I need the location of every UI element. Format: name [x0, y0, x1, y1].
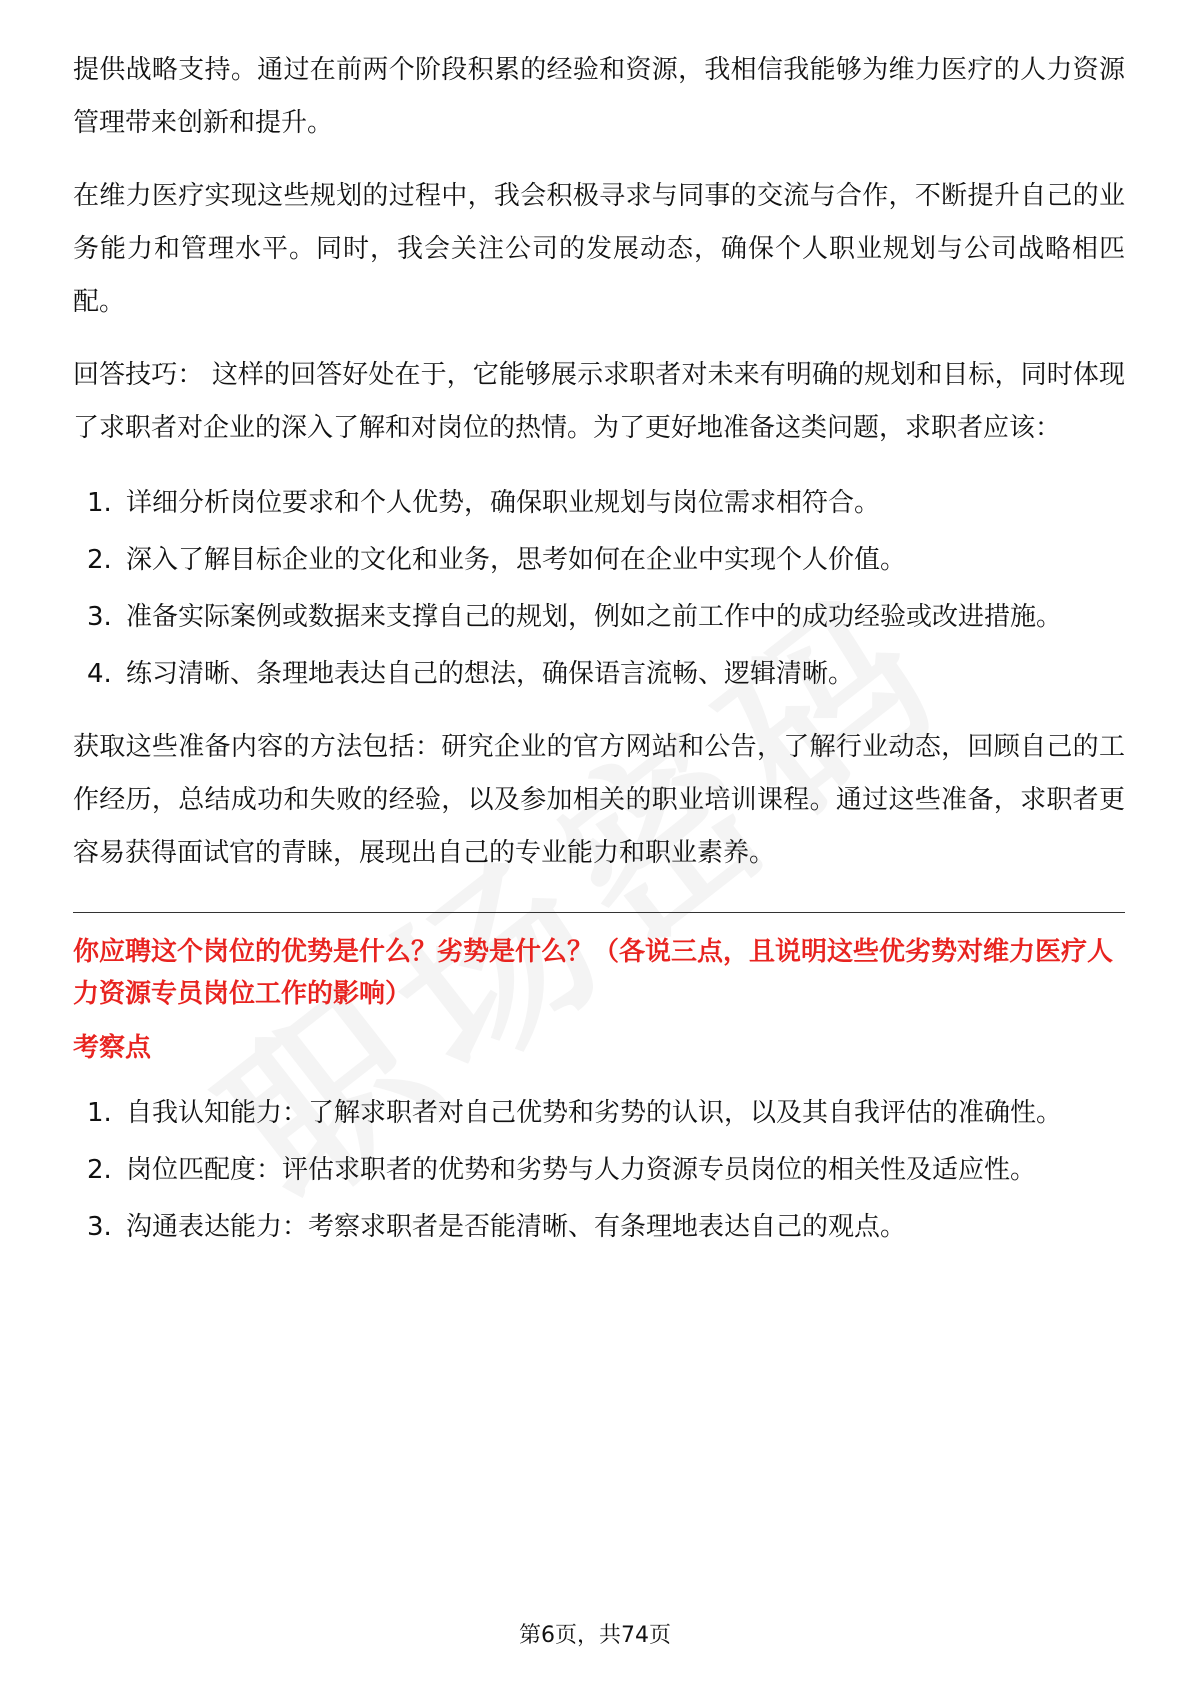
list-item-number: 1.	[87, 1098, 112, 1128]
list-item-text: 准备实际案例或数据来支撑自己的规划，例如之前工作中的成功经验或改进措施。	[126, 602, 1063, 632]
list-item-number: 2.	[87, 545, 112, 575]
paragraph-preparation-methods: 获取这些准备内容的方法包括：研究企业的官方网站和公告，了解行业动态，回顾自己的工作经历，总结成功和失败的经验，以及参加相关的职业培训课程。通过这些准备，求职者更容易获得面试官的青睐，展现出自己的专业能力和职业素养。	[73, 732, 1125, 868]
list-item	[73, 1201, 1125, 1254]
assessment-points-list	[73, 1087, 1125, 1254]
list-item-number: 3.	[87, 1212, 112, 1242]
page-number-footer: 第6页，共74页	[519, 1623, 671, 1648]
list-item-text: 深入了解目标企业的文化和业务，思考如何在企业中实现个人价值。	[126, 545, 907, 575]
list-item	[73, 1144, 1125, 1197]
list-item	[73, 1087, 1125, 1140]
interview-question: 你应聘这个岗位的优势是什么？劣势是什么？（各说三点，且说明这些优劣势对维力医疗人力资源专员岗位工作的影响）	[73, 937, 1114, 1009]
list-item	[73, 534, 1125, 587]
list-item-text: 自我认知能力：了解求职者对自己优势和劣势的认识，以及其自我评估的准确性。	[126, 1098, 1063, 1128]
list-item	[73, 648, 1125, 701]
list-item-number: 3.	[87, 602, 112, 632]
list-item-number: 4.	[87, 659, 112, 689]
list-item-number: 1.	[87, 488, 112, 518]
list-item	[73, 591, 1125, 644]
paragraph-implementation: 在维力医疗实现这些规划的过程中，我会积极寻求与同事的交流与合作，不断提升自己的业务能力和管理水平。同时，我会关注公司的发展动态，确保个人职业规划与公司战略相匹配。	[73, 181, 1125, 317]
list-item-text: 岗位匹配度：评估求职者的优势和劣势与人力资源专员岗位的相关性及适应性。	[126, 1155, 1037, 1185]
paragraph-answer-tips: 回答技巧： 这样的回答好处在于，它能够展示求职者对未来有明确的规划和目标，同时体现了求职者对企业的深入了解和对岗位的热情。为了更好地准备这类问题，求职者应该：	[73, 360, 1125, 443]
tips-list	[73, 477, 1125, 701]
list-item-text: 详细分析岗位要求和个人优势，确保职业规划与岗位需求相符合。	[126, 488, 881, 518]
list-item-text: 沟通表达能力：考察求职者是否能清晰、有条理地表达自己的观点。	[126, 1212, 907, 1242]
section-divider	[73, 912, 1125, 913]
page-content	[73, 44, 1125, 1274]
list-item	[73, 477, 1125, 530]
list-item-text: 练习清晰、条理地表达自己的想法，确保语言流畅、逻辑清晰。	[126, 659, 855, 689]
section-subheading: 考察点	[73, 1033, 152, 1063]
paragraph-strategy-support: 提供战略支持。通过在前两个阶段积累的经验和资源，我相信我能够为维力医疗的人力资源管理带来创新和提升。	[73, 55, 1125, 138]
list-item-number: 2.	[87, 1155, 112, 1185]
